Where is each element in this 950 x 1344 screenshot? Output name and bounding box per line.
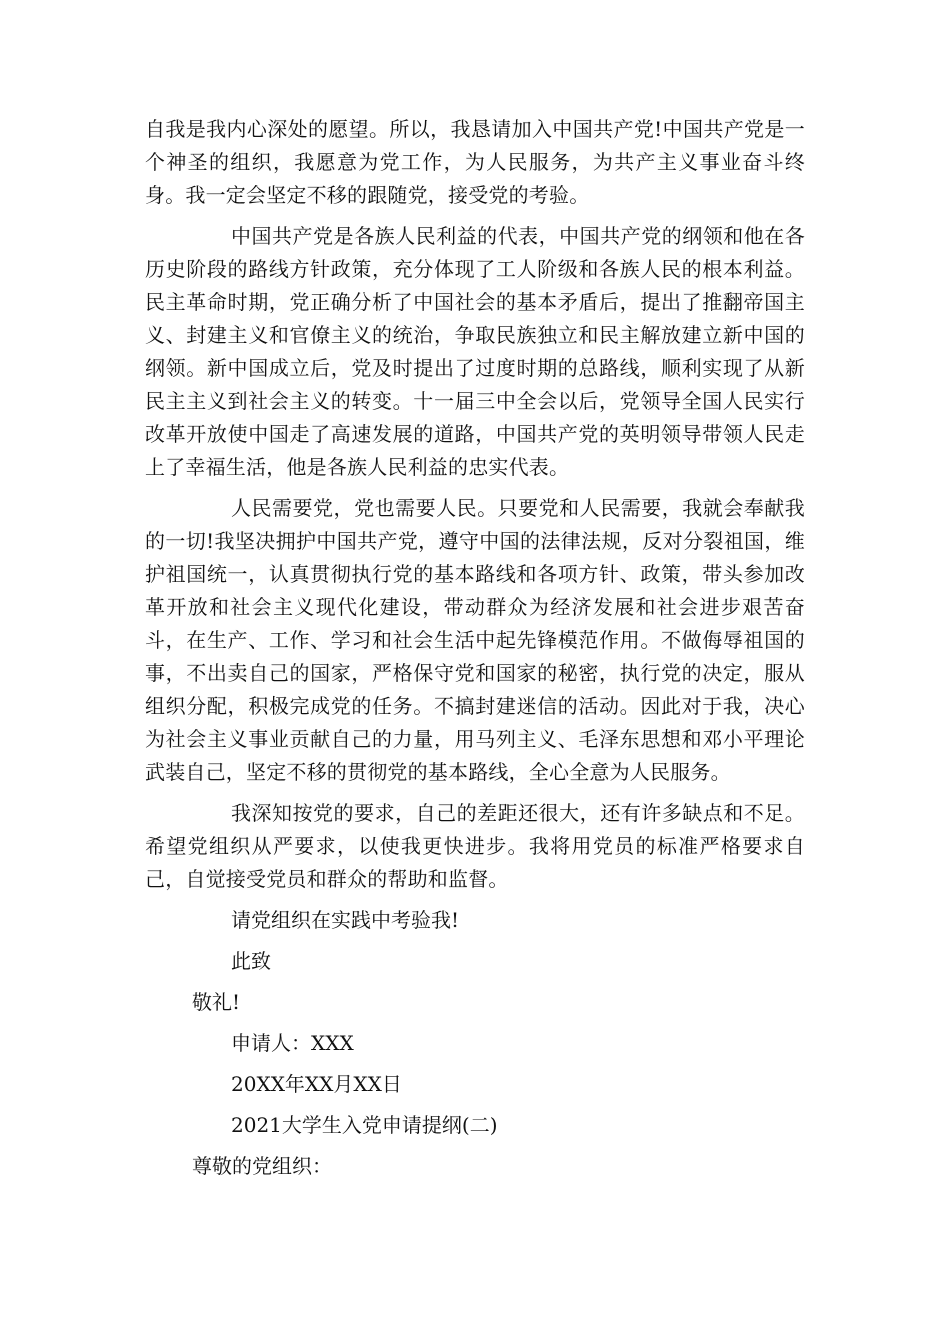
applicant-name: 申请人：XXX — [231, 1031, 354, 1055]
application-date: 20XX年XX月XX日 — [231, 1072, 402, 1096]
next-section-title: 2021大学生入党申请提纲(二) — [231, 1113, 498, 1137]
paragraph-2: 中国共产党是各族人民利益的代表，中国共产党的纲领和他在各历史阶段的路线方针政策，充分体现了工人阶级和各族人民的根本利益。民主革命时期，党正确分析了中国社会的基本矛盾后，提出了推翻帝国主义、封建主义和官僚主义的统治，争取民族独立和民主解放建立新中国的纲领。新中国成立后，党及时提出了过度时期的总路线，顺利实现了从新民主主义到社会主义的转变。十一届三中全会以后，党领导全国人民实行改革开放使中国走了高速发展的道路，中国共产党的英明领导带领人民走上了幸福生活，他是各族人民利益的忠实代表。 — [145, 224, 805, 479]
paragraph-1: 自我是我内心深处的愿望。所以，我恳请加入中国共产党!中国共产党是一个神圣的组织，我愿意为党工作，为人民服务，为共产主义事业奋斗终身。我一定会坚定不移的跟随党，接受党的考验。 — [145, 117, 805, 207]
closing-cizhi: 此致 — [231, 949, 271, 973]
salutation: 尊敬的党组织： — [192, 1154, 332, 1178]
paragraph-4: 我深知按党的要求，自己的差距还很大，还有许多缺点和不足。希望党组织从严要求，以使我更快进步。我将用党员的标准严格要求自己，自觉接受党员和群众的帮助和监督。 — [145, 801, 805, 891]
document-body — [145, 113, 805, 1191]
paragraph-3: 人民需要党，党也需要人民。只要党和人民需要，我就会奉献我的一切!我坚决拥护中国共产党，遵守中国的法律法规，反对分裂祖国，维护祖国统一，认真贯彻执行党的基本路线和各项方针、政策，带头参加改革开放和社会主义现代化建设，带动群众为经济发展和社会进步艰苦奋斗，在生产、工作、学习和社会生活中起先锋模范作用。不做侮辱祖国的事，不出卖自己的国家，严格保守党和国家的秘密，执行党的决定，服从组织分配，积极完成党的任务。不搞封建迷信的活动。因此对于我，决心为社会主义事业贡献自己的力量，用马列主义、毛泽东思想和邓小平理论武装自己，坚定不移的贯彻党的基本路线，全心全意为人民服务。 — [145, 496, 805, 784]
closing-request: 请党组织在实践中考验我! — [231, 908, 460, 932]
closing-jingli: 敬礼! — [192, 990, 241, 1014]
